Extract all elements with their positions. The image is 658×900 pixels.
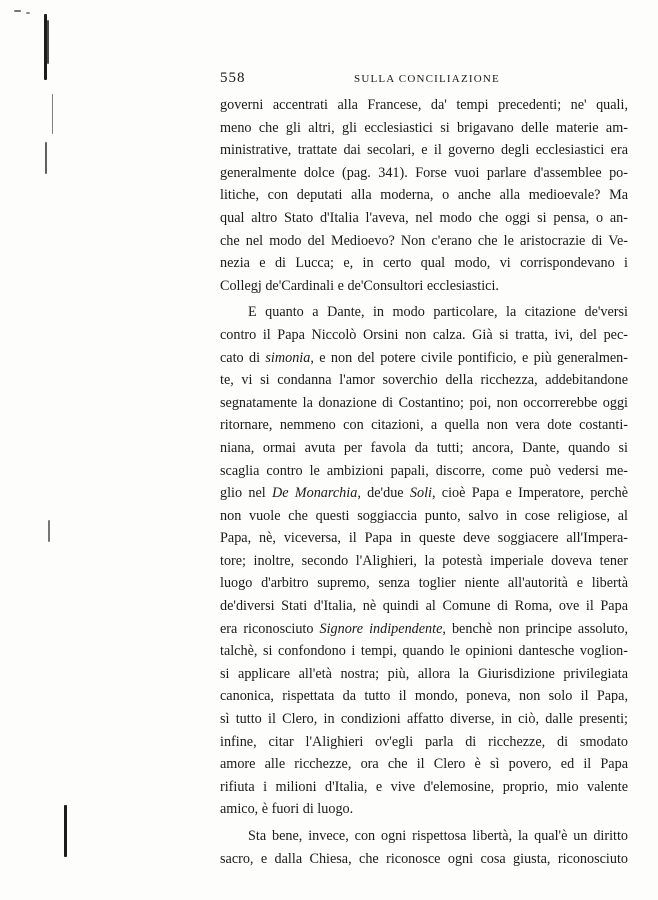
scan-artifact	[26, 12, 30, 14]
text-span: cato di	[220, 349, 266, 366]
text-line: sacro, e dalla Chiesa, che riconosce ogni cosa giusta, riconosciuto	[220, 850, 628, 867]
page-number: 558	[220, 70, 246, 86]
scan-artifact	[14, 10, 21, 12]
text-line: governi accentrati alla Francese, da' tempi precedenti; ne' quali,	[220, 97, 628, 113]
italic-term: Soli	[409, 485, 432, 502]
text-line: si applicare all'età nostra; più, allora la Giurisdizione privilegiata	[220, 665, 628, 682]
page-header	[220, 70, 628, 90]
italic-term: simonia	[265, 349, 311, 366]
text-line: nezia e di Lucca; e, in certo qual modo, vi corrispondevano i	[220, 255, 628, 272]
paragraph-2	[220, 301, 628, 821]
paragraph-1	[220, 94, 628, 297]
text-line: sì tutto il Clero, in condizioni affatto diverse, in ciò, dalle presenti;	[220, 711, 628, 728]
paragraph-3	[220, 825, 628, 870]
running-title: SULLA CONCILIAZIONE	[354, 73, 500, 85]
text-line: tore; inoltre, secondo l'Alighieri, la potestà imperiale doveva tener	[220, 552, 628, 569]
text-line: rifiuta i milioni d'Italia, e vive d'elemosine, proprio, mio valente	[220, 778, 628, 795]
text-line: non vuole che questi soggiaccia punto, salvo in cose religiose, al	[220, 507, 628, 524]
body-text	[220, 94, 628, 870]
text-line: talchè, si confondono i tempi, quando le opinioni dantesche voglion-	[220, 643, 628, 660]
scan-artifact	[48, 520, 50, 542]
text-line: amore alle ricchezze, ora che il Clero è sì povero, ed il Papa	[220, 756, 628, 773]
text-line: che nel modo del Medioevo? Non c'erano che le aristocrazie di Ve-	[220, 232, 628, 249]
text-line: E quanto a Dante, in modo particolare, la citazione de'versi	[248, 304, 628, 321]
text-span: , benchè non principe assoluto,	[442, 620, 628, 637]
scan-artifact	[52, 94, 53, 134]
text-line: luogo d'arbitro supremo, senza toglier niente all'autorità e libertà	[220, 575, 628, 592]
scan-artifact	[45, 142, 47, 174]
text-span: era riconosciuto	[220, 620, 320, 637]
text-line	[220, 347, 628, 370]
scan-artifact	[47, 20, 49, 64]
text-line: qual altro Stato d'Italia l'aveva, nel modo che oggi si pensa, o an-	[220, 209, 628, 226]
text-line: de'diversi Stati d'Italia, nè quindi al Comune di Roma, ove il Papa	[220, 598, 628, 615]
text-span: , de'due	[357, 485, 410, 502]
italic-title: De Monarchia	[271, 485, 358, 502]
text-line: amico, è fuori di luogo.	[220, 801, 354, 818]
text-line: niana, ormai avuta per favola da tutti; ancora, Dante, quando si	[220, 439, 628, 456]
text-line: Sta bene, invece, con ogni rispettosa libertà, la qual'è un diritto	[248, 828, 628, 844]
italic-term: Signore indipendente	[319, 620, 443, 637]
text-line: generalmente dolce (pag. 341). Forse vuoi parlare d'assemblee po-	[220, 164, 628, 181]
text-line: canonica, rispettata da tutto il mondo, poneva, non solo il Papa,	[220, 688, 628, 705]
text-span: , cioè Papa e Imperatore, perchè	[431, 485, 628, 502]
text-line: ministrative, trattate dai secolari, e il governo degli ecclesiastici era	[220, 142, 628, 159]
text-line: contro il Papa Niccolò Orsini non calza. Già si tratta, ivi, del pec-	[220, 326, 628, 343]
text-line: Papa, nè, viceversa, il Papa in queste deve soggiacere all'Impera-	[220, 530, 628, 547]
text-line: segnatamente la donazione di Costantino; poi, non occorrerebbe oggi	[220, 394, 628, 411]
text-line: Collegj de'Cardinali e de'Consultori ecclesiastici.	[220, 277, 499, 294]
text-span: glio nel	[220, 485, 272, 502]
text-line: scaglia contro le ambizioni papali, discorre, come può vedersi me-	[220, 462, 628, 479]
text-line: infine, citar l'Alighieri ov'egli parla di ricchezze, di smodato	[220, 733, 628, 750]
text-span: , e non del potere civile pontificio, e più generalmen-	[310, 349, 628, 366]
text-line	[220, 618, 628, 641]
scan-artifact	[64, 805, 67, 857]
text-line: litiche, con deputati alla moderna, o anche alla medioevale? Ma	[220, 187, 628, 204]
text-line: meno che gli altri, gli ecclesiastici si brigavano delle materie am-	[220, 119, 628, 136]
text-line: te, vi si condanna l'amor soverchio della ricchezza, addebitandone	[220, 372, 628, 389]
text-line	[220, 482, 628, 505]
text-line: ritornare, nemmeno con citazioni, a quella non vera dote costanti-	[220, 417, 628, 434]
